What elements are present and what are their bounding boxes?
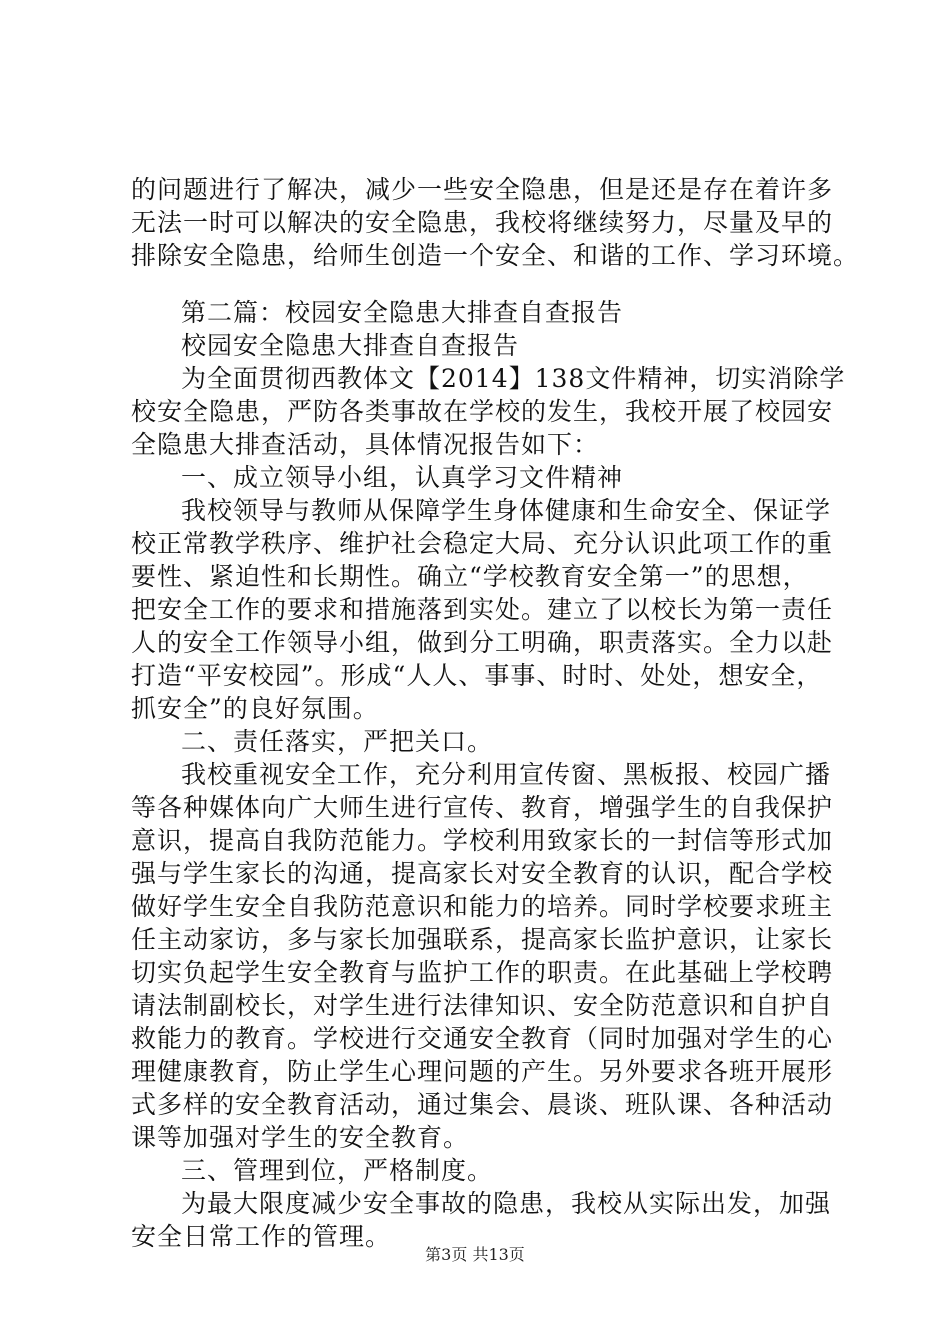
text-line: 理健康教育，防止学生心理问题的产生。另外要求各班开展形 <box>131 1057 834 1086</box>
section-heading: 第二篇：校园安全隐患大排查自查报告 <box>181 298 624 327</box>
text-line: 为全面贯彻西教体文【2014】138文件精神，切实消除学 <box>181 364 846 393</box>
text-line: 打造“平安校园”。形成“人人、事事、时时、处处，想安全， <box>131 661 823 690</box>
text-line: 等各种媒体向广大师生进行宣传、教育，增强学生的自我保护 <box>131 793 834 822</box>
text-line: 切实负起学生安全教育与监护工作的职责。在此基础上学校聘 <box>131 958 834 987</box>
text-line: 排除安全隐患，给师生创造一个安全、和谐的工作、学习环境。 <box>131 241 860 270</box>
text-line: 救能力的教育。学校进行交通安全教育（同时加强对学生的心 <box>131 1024 834 1053</box>
text-line: 校安全隐患，严防各类事故在学校的发生，我校开展了校园安 <box>131 397 834 426</box>
page-number-footer: 第3页 共13页 <box>425 1245 525 1264</box>
text-line: 抓安全”的良好氛围。 <box>131 694 379 723</box>
subsection-heading: 三、管理到位，严格制度。 <box>181 1156 494 1185</box>
text-line: 课等加强对学生的安全教育。 <box>131 1123 470 1152</box>
text-line: 把安全工作的要求和措施落到实处。建立了以校长为第一责任 <box>131 595 834 624</box>
text-line: 校正常教学秩序、维护社会稳定大局、充分认识此项工作的重 <box>131 529 834 558</box>
text-line: 的问题进行了解决，减少一些安全隐患，但是还是存在着许多 <box>131 175 834 204</box>
text-line: 全隐患大排查活动，具体情况报告如下： <box>131 430 600 459</box>
text-line: 安全日常工作的管理。 <box>131 1222 392 1251</box>
text-line: 式多样的安全教育活动，通过集会、晨谈、班队课、各种活动 <box>131 1090 834 1119</box>
text-line: 强与学生家长的沟通，提高家长对安全教育的认识，配合学校 <box>131 859 834 888</box>
text-line: 请法制副校长，对学生进行法律知识、安全防范意识和自护自 <box>131 991 834 1020</box>
text-line: 人的安全工作领导小组，做到分工明确，职责落实。全力以赴 <box>131 628 834 657</box>
text-line: 意识，提高自我防范能力。学校利用致家长的一封信等形式加 <box>131 826 834 855</box>
text-line: 要性、紧迫性和长期性。确立“学校教育安全第一”的思想， <box>131 562 809 591</box>
text-line: 我校重视安全工作，充分利用宣传窗、黑板报、校园广播 <box>181 760 832 789</box>
text-line: 为最大限度减少安全事故的隐患，我校从实际出发，加强 <box>181 1189 832 1218</box>
text-line: 任主动家访，多与家长加强联系，提高家长监护意识，让家长 <box>131 925 834 954</box>
text-line: 无法一时可以解决的安全隐患，我校将继续努力，尽量及早的 <box>131 208 834 237</box>
subsection-heading: 一、成立领导小组，认真学习文件精神 <box>181 463 624 492</box>
report-title: 校园安全隐患大排查自查报告 <box>181 331 520 360</box>
subsection-heading: 二、责任落实，严把关口。 <box>181 727 494 756</box>
text-line: 做好学生安全自我防范意识和能力的培养。同时学校要求班主 <box>131 892 834 921</box>
text-line: 我校领导与教师从保障学生身体健康和生命安全、保证学 <box>181 496 832 525</box>
